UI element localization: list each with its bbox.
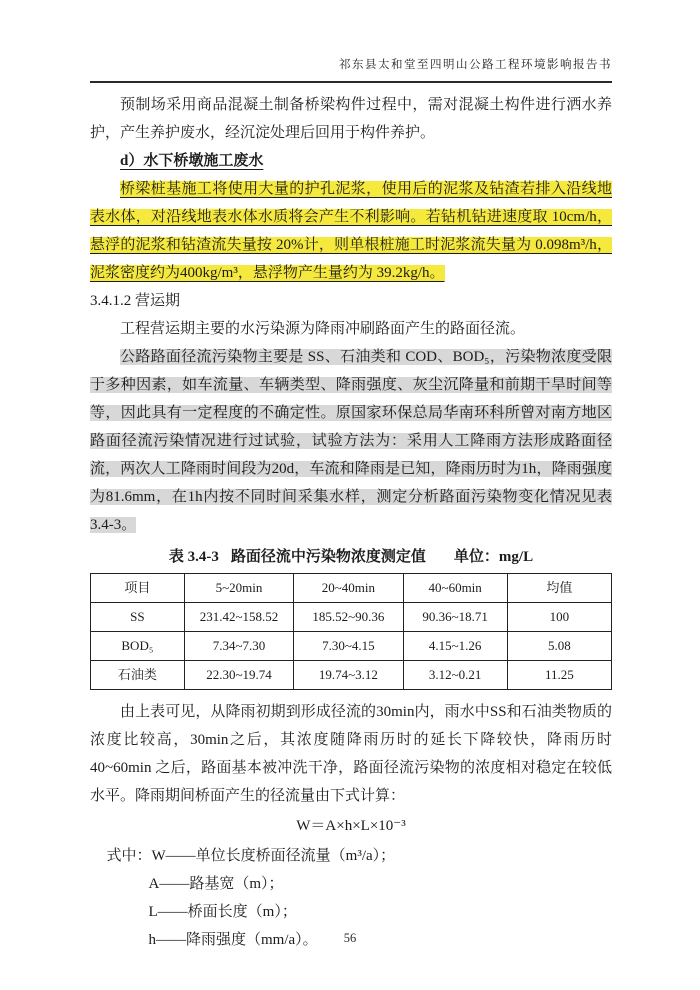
page-header-title: 祁东县太和堂至四明山公路工程环境影响报告书 [90, 56, 612, 83]
table-cell: 90.36~18.71 [403, 603, 507, 632]
table-cell: 4.15~1.26 [403, 632, 507, 661]
formula-note-l: L——桥面长度（m）； [148, 904, 297, 920]
formula-note-h: h——降雨强度（mm/a）。 [148, 932, 318, 948]
table-header-cell: 5~20min [184, 574, 293, 603]
table-header-cell: 项目 [91, 574, 185, 603]
table-cell: 7.34~7.30 [184, 632, 293, 661]
table-cell: 19.74~3.12 [294, 661, 403, 690]
runoff-formula: W＝A×h×L×10⁻³ [296, 818, 406, 834]
table-cell: 5.08 [507, 632, 611, 661]
pollutant-concentration-table [90, 573, 612, 690]
table-header-row [91, 574, 612, 603]
page-number: 56 [343, 931, 357, 945]
formula-note-a: A——路基宽（m）； [148, 876, 284, 892]
paragraph-precast-curing: 预制场采用商品混凝土制备桥梁构件过程中，需对混凝土构件进行洒水养护，产生养护废水，经沉淀处理后回用于构件养护。 [90, 97, 612, 141]
table-cell: SS [91, 603, 185, 632]
table-cell: 石油类 [91, 661, 185, 690]
table-cell: BOD₅ [91, 632, 185, 661]
table-row [91, 632, 612, 661]
paragraph-pile-slurry [90, 175, 612, 287]
table-header-cell: 20~40min [294, 574, 403, 603]
paragraph-road-runoff [90, 343, 612, 539]
heading-operation-period: 3.4.1.2 营运期 [90, 293, 181, 309]
heading-underwater-pier-wastewater-text: d）水下桥墩施工废水 [120, 153, 264, 169]
table-cell: 185.52~90.36 [294, 603, 403, 632]
table-row [91, 661, 612, 690]
paragraph-operation-pollution-source: 工程营运期主要的水污染源为降雨冲刷路面产生的路面径流。 [120, 321, 526, 337]
table-caption-label: 表 3.4-3 [168, 549, 219, 565]
highlighted-yellow-text: 桥梁桩基施工将使用大量的护孔泥浆，使用后的泥浆及钻渣若排入沿线地表水体，对沿线地表水体水质将会产生不利影响。若钻机钻进速度取 10cm/h，悬浮的泥浆和钻渣流失量按 20%计，则单根桩施工时泥浆流失量为 0.098m³/h，泥浆密度约为400kg/m³，悬浮物产生量约为 39.2kg/h。 [90, 181, 612, 281]
table-caption-title: 路面径流中污染物浓度测定值 [230, 549, 426, 565]
table-cell: 11.25 [507, 661, 611, 690]
table-caption-unit: 单位：mg/L [453, 549, 534, 565]
table-row [91, 603, 612, 632]
table-cell: 22.30~19.74 [184, 661, 293, 690]
table-cell: 3.12~0.21 [403, 661, 507, 690]
table-cell: 100 [507, 603, 611, 632]
table-header-cell: 均值 [507, 574, 611, 603]
table-cell: 231.42~158.52 [184, 603, 293, 632]
page-body [90, 91, 612, 954]
paragraph-runoff-analysis: 由上表可见，从降雨初期到形成径流的30min内，雨水中SS和石油类物质的浓度比较高，30min之后，其浓度随降雨历时的延长下降较快，降雨历时 40~60min 之后，路面基本被冲洗干净，路面径流污染物的浓度相对稳定在较低水平。降雨期间桥面产生的径流量由下式计算： [90, 704, 612, 804]
formula-note-w: 式中：W——单位长度桥面径流量（m³/a）； [106, 848, 396, 864]
table-cell: 7.30~4.15 [294, 632, 403, 661]
table-caption [90, 543, 612, 571]
table-header-cell: 40~60min [403, 574, 507, 603]
highlighted-gray-text: 公路路面径流污染物主要是 SS、石油类和 COD、BOD₅，污染物浓度受限于多种因素，如车流量、车辆类型、降雨强度、灰尘沉降量和前期干旱时间等等，因此具有一定程度的不确定性。原国家环保总局华南环科所曾对南方地区路面径流污染情况进行过试验，试验方法为：采用人工降雨方法形成路面径流，两次人工降雨时间段为20d，车流和降雨是已知，降雨历时为1h，降雨强度为81.6mm，在1h内按不同时间采集水样，测定分析路面污染物变化情况见表 3.4-3。 [90, 349, 612, 533]
heading-underwater-pier-wastewater [90, 147, 612, 175]
